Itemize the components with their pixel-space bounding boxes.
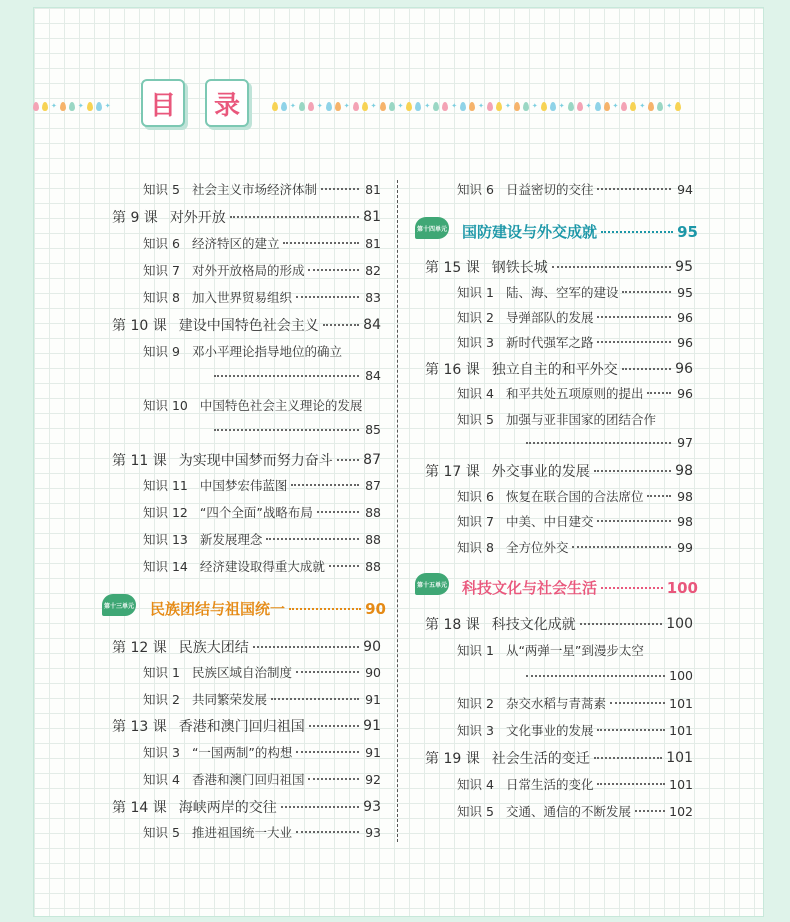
decorative-drops-right	[272, 96, 750, 116]
knowledge-5[interactable]: 知识 5 社会主义市场经济体制 81	[143, 181, 381, 197]
r-knowledge-5c[interactable]: 知识 5 交通、通信的不断发展 102	[457, 803, 693, 819]
drop-icon	[335, 102, 341, 111]
lesson-17[interactable]: 第 17 课 外交事业的发展 98	[425, 463, 693, 480]
knowledge-7[interactable]: 知识 7 对外开放格局的形成 82	[143, 262, 381, 278]
knowledge-9-page: 84	[210, 368, 381, 383]
sparkle-icon: ✦	[612, 101, 619, 110]
drop-icon	[675, 102, 681, 111]
drop-icon	[460, 102, 466, 111]
lesson-15[interactable]: 第 15 课 钢铁长城 95	[425, 259, 693, 276]
drop-icon	[577, 102, 583, 111]
drop-icon	[648, 102, 654, 111]
drop-icon	[469, 102, 475, 111]
r-knowledge-8[interactable]: 知识 8 全方位外交 99	[457, 539, 693, 555]
drop-icon	[42, 102, 48, 111]
drop-icon	[496, 102, 502, 111]
drop-icon	[60, 102, 66, 111]
knowledge-13[interactable]: 知识 13 新发展理念 88	[143, 531, 381, 547]
drop-icon	[415, 102, 421, 111]
knowledge-5b[interactable]: 知识 5 推进祖国统一大业 93	[143, 824, 381, 840]
unit-15-badge: 第十五单元	[415, 573, 449, 595]
drop-icon	[514, 102, 520, 111]
unit-14-badge: 第十四单元	[415, 217, 449, 239]
unit-14-title[interactable]: 国防建设与外交成就 95	[462, 222, 698, 241]
drop-icon	[353, 102, 359, 111]
drop-icon	[87, 102, 93, 111]
drop-icon	[541, 102, 547, 111]
sparkle-icon: ✦	[639, 101, 646, 110]
knowledge-8[interactable]: 知识 8 加入世界贸易组织 83	[143, 289, 381, 305]
drop-icon	[380, 102, 386, 111]
drop-icon	[604, 102, 610, 111]
drop-icon	[281, 102, 287, 111]
r-knowledge-3[interactable]: 知识 3 新时代强军之路 96	[457, 334, 693, 350]
sparkle-icon: ✦	[531, 101, 538, 110]
knowledge-14[interactable]: 知识 14 经济建设取得重大成就 88	[143, 558, 381, 574]
sparkle-icon: ✦	[290, 101, 296, 110]
r-knowledge-1[interactable]: 知识 1 陆、海、空军的建设 95	[457, 284, 693, 300]
sparkle-icon: ✦	[397, 101, 404, 110]
title-char-2: 录	[205, 79, 249, 127]
sparkle-icon: ✦	[316, 101, 323, 110]
r-knowledge-6[interactable]: 知识 6 日益密切的交往 94	[457, 181, 693, 197]
drop-icon	[308, 102, 314, 111]
knowledge-1[interactable]: 知识 1 民族区域自治制度 90	[143, 664, 381, 680]
knowledge-11[interactable]: 知识 11 中国梦宏伟蓝图 87	[143, 477, 381, 493]
drop-icon	[630, 102, 636, 111]
drop-icon	[299, 102, 305, 111]
r-knowledge-5[interactable]: 知识 5 加强与亚非国家的团结合作	[457, 412, 656, 427]
lesson-13[interactable]: 第 13 课 香港和澳门回归祖国 91	[112, 718, 381, 735]
lesson-12[interactable]: 第 12 课 民族大团结 90	[112, 639, 381, 656]
drop-icon	[326, 102, 332, 111]
knowledge-6[interactable]: 知识 6 经济特区的建立 81	[143, 235, 381, 251]
drop-icon	[33, 102, 39, 111]
item-text: 社会主义市场经济体制	[191, 182, 317, 197]
r-knowledge-4b[interactable]: 知识 4 日常生活的变化 101	[457, 776, 693, 792]
sparkle-icon: ✦	[51, 101, 57, 110]
knowledge-4[interactable]: 知识 4 香港和澳门回归祖国 92	[143, 771, 381, 787]
lesson-10[interactable]: 第 10 课 建设中国特色社会主义 84	[112, 317, 381, 334]
lesson-14[interactable]: 第 14 课 海峡两岸的交往 93	[112, 799, 381, 816]
decorative-drops-left	[33, 96, 123, 116]
sparkle-icon: ✦	[585, 101, 592, 110]
sparkle-icon: ✦	[505, 101, 511, 110]
sparkle-icon: ✦	[370, 101, 377, 110]
knowledge-10[interactable]: 知识 10 中国特色社会主义理论的发展	[143, 398, 363, 413]
column-divider	[397, 180, 398, 842]
r-knowledge-1b[interactable]: 知识 1 从“两弹一星”到漫步太空	[457, 643, 644, 658]
lesson-16[interactable]: 第 16 课 独立自主的和平外交 96	[425, 361, 693, 378]
drop-icon	[568, 102, 574, 111]
lesson-19[interactable]: 第 19 课 社会生活的变迁 101	[425, 750, 693, 767]
sparkle-icon: ✦	[424, 101, 431, 110]
drop-icon	[406, 102, 412, 111]
r-knowledge-2[interactable]: 知识 2 导弹部队的发展 96	[457, 309, 693, 325]
r-knowledge-1b-page: 100	[522, 668, 693, 683]
sparkle-icon: ✦	[666, 101, 673, 110]
r-knowledge-2b[interactable]: 知识 2 杂交水稻与青蒿素 101	[457, 695, 693, 711]
drop-icon	[487, 102, 493, 111]
knowledge-3[interactable]: 知识 3 “一国两制”的构想 91	[143, 744, 381, 760]
drop-icon	[621, 102, 627, 111]
sparkle-icon: ✦	[77, 101, 84, 110]
lesson-9[interactable]: 第 9 课 对外开放 81	[112, 209, 381, 226]
drop-icon	[362, 102, 368, 111]
drop-icon	[442, 102, 448, 111]
drop-icon	[433, 102, 439, 111]
drop-icon	[96, 102, 102, 111]
sparkle-icon: ✦	[343, 101, 350, 110]
drop-icon	[657, 102, 663, 111]
r-knowledge-5-page: 97	[522, 435, 693, 450]
knowledge-10-page: 85	[210, 422, 381, 437]
sparkle-icon: ✦	[104, 101, 111, 110]
drop-icon	[389, 102, 395, 111]
knowledge-12[interactable]: 知识 12 “四个全面”战略布局 88	[143, 504, 381, 520]
r-knowledge-4[interactable]: 知识 4 和平共处五项原则的提出 96	[457, 385, 693, 401]
r-knowledge-6b[interactable]: 知识 6 恢复在联合国的合法席位 98	[457, 488, 693, 504]
drop-icon	[523, 102, 529, 111]
sparkle-icon: ✦	[451, 101, 458, 110]
unit-15-title[interactable]: 科技文化与社会生活 100	[462, 578, 698, 597]
sparkle-icon: ✦	[478, 101, 484, 110]
drop-icon	[69, 102, 75, 111]
r-knowledge-7[interactable]: 知识 7 中美、中日建交 98	[457, 513, 693, 529]
drop-icon	[272, 102, 278, 111]
knowledge-9[interactable]: 知识 9 邓小平理论指导地位的确立	[143, 344, 342, 359]
knowledge-2[interactable]: 知识 2 共同繁荣发展 91	[143, 691, 381, 707]
sparkle-icon: ✦	[558, 101, 565, 110]
unit-13-badge: 第十三单元	[102, 594, 136, 616]
r-knowledge-3b[interactable]: 知识 3 文化事业的发展 101	[457, 722, 693, 738]
lesson-11[interactable]: 第 11 课 为实现中国梦而努力奋斗 87	[112, 452, 381, 469]
drop-icon	[550, 102, 556, 111]
title-char-1: 目	[141, 79, 185, 127]
lesson-18[interactable]: 第 18 课 科技文化成就 100	[425, 616, 693, 633]
unit-13-title[interactable]: 民族团结与祖国统一 90	[150, 599, 386, 618]
drop-icon	[595, 102, 601, 111]
